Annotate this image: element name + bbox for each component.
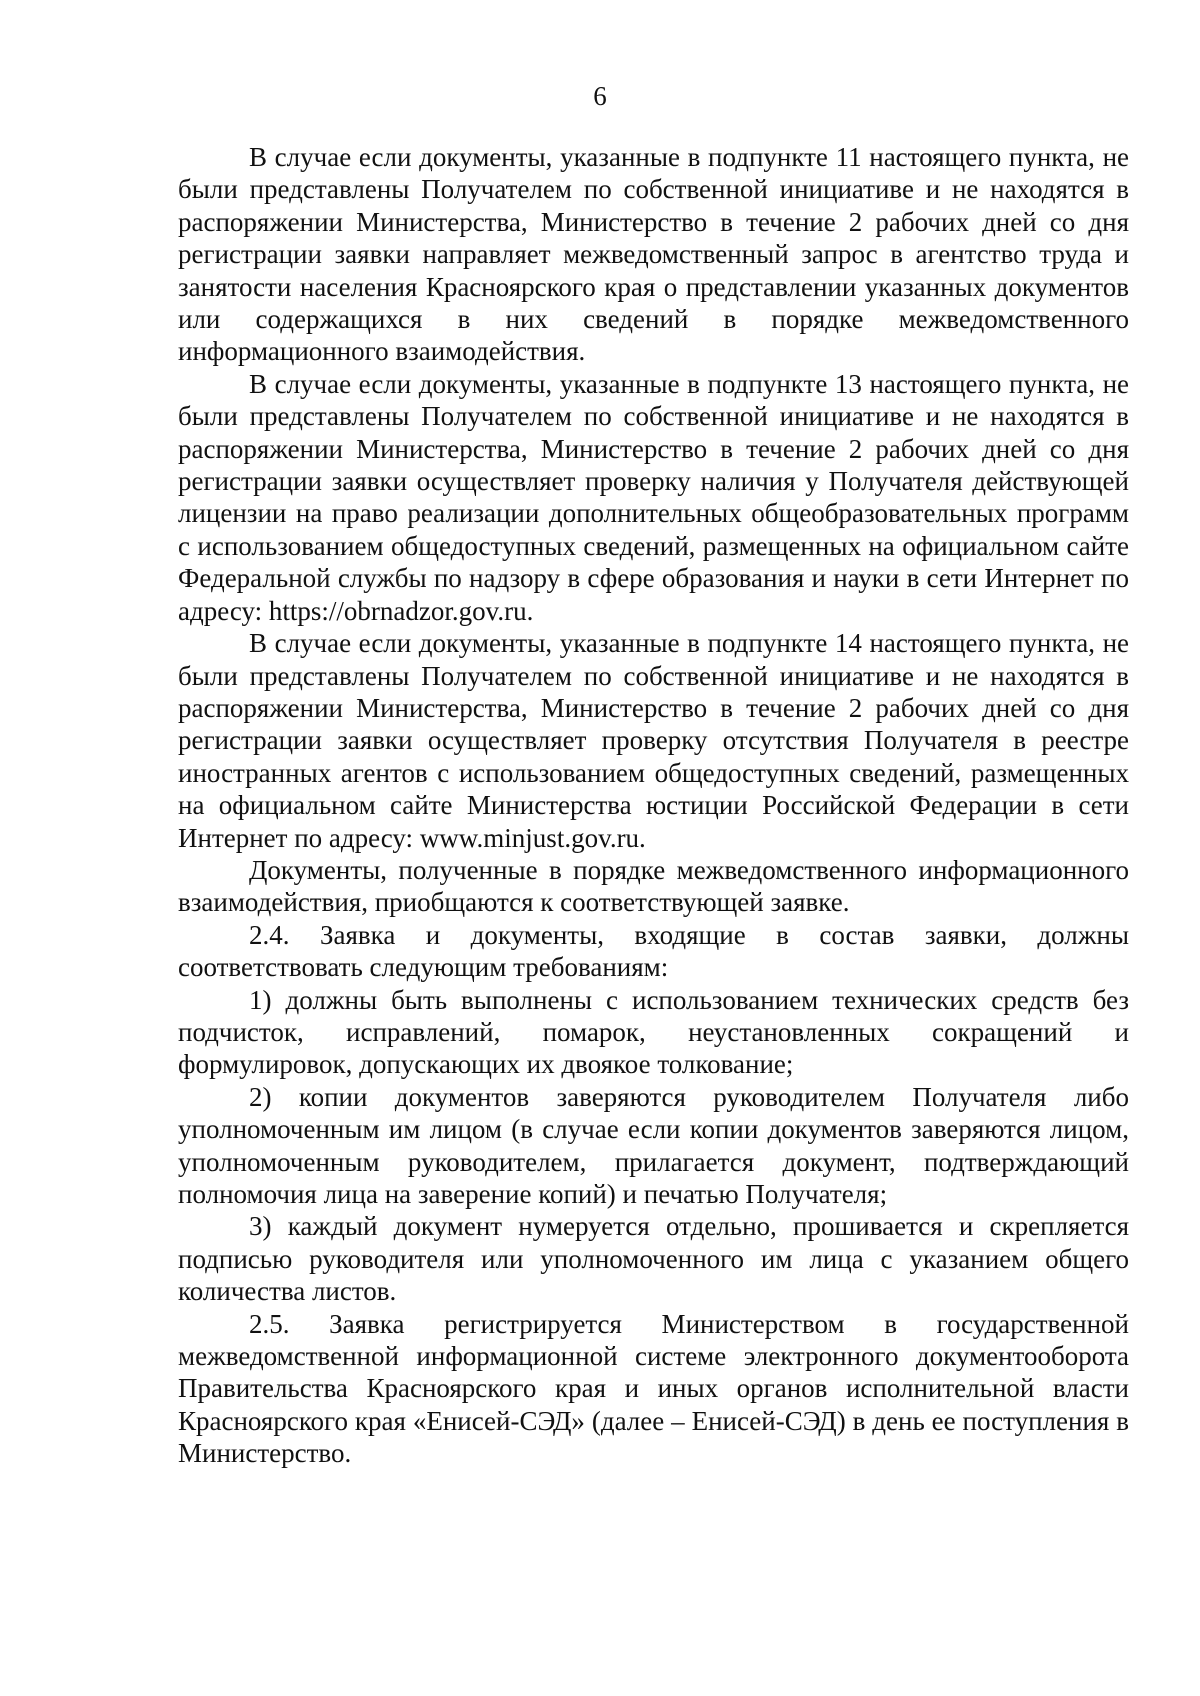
paragraph-documents-attached: Документы, полученные в порядке межведомственного информационного взаимодействия, приобщаются к соответствующей заявке. <box>178 854 1129 918</box>
paragraph-requirement-3: 3) каждый документ нумеруется отдельно, прошивается и скрепляется подписью руководителя или уполномоченного им лица с указанием общего количества листов. <box>178 1211 1129 1307</box>
document-body <box>178 141 1129 1470</box>
paragraph-request-subpoint-11: В случае если документы, указанные в подпункте 11 настоящего пункта, не были представлены Получателем по собственной инициативе и не находятся в распоряжении Министерства, Министерство в течение 2 рабочих дней со дня регистрации заявки направляет межведомственный запрос в агентство труда и занятости населения Красноярского края о представлении указанных документов или содержащихся в них сведений в порядке межведомственного информационного взаимодействия. <box>178 142 1129 367</box>
paragraph-check-foreign-agents-subpoint-14: В случае если документы, указанные в подпункте 14 настоящего пункта, не были представлены Получателем по собственной инициативе и не находятся в распоряжении Министерства, Министерство в течение 2 рабочих дней со дня регистрации заявки осуществляет проверку отсутствия Получателя в реестре иностранных агентов с использованием общедоступных сведений, размещенных на официальном сайте Министерства юстиции Российской Федерации в сети Интернет по адресу: www.minjust.gov.ru. <box>178 628 1129 853</box>
paragraph-section-2-4: 2.4. Заявка и документы, входящие в состав заявки, должны соответствовать следующим требованиям: <box>178 919 1129 983</box>
paragraph-requirement-2: 2) копии документов заверяются руководителем Получателя либо уполномоченным им лицом (в случае если копии документов заверяются лицом, уполномоченным руководителем, прилагается документ, подтверждающий полномочия лица на заверение копий) и печатью Получателя; <box>178 1081 1129 1209</box>
paragraph-section-2-5: 2.5. Заявка регистрируется Министерством в государственной межведомственной информационной системе электронного документооборота Правительства Красноярского края и иных органов исполнительной власти Красноярского края «Енисей-СЭД» (далее – Енисей-СЭД) в день ее поступления в Министерство. <box>178 1308 1129 1469</box>
page-number: 6 <box>593 81 607 111</box>
paragraph-check-license-subpoint-13: В случае если документы, указанные в подпункте 13 настоящего пункта, не были представлены Получателем по собственной инициативе и не находятся в распоряжении Министерства, Министерство в течение 2 рабочих дней со дня регистрации заявки осуществляет проверку наличия у Получателя действующей лицензии на право реализации дополнительных общеобразовательных программ с использованием общедоступных сведений, размещенных на официальном сайте Федеральной службы по надзору в сфере образования и науки в сети Интернет по адресу: https://obrnadzor.gov.ru. <box>178 368 1129 626</box>
paragraph-requirement-1: 1) должны быть выполнены с использованием технических средств без подчисток, исправлений, помарок, неустановленных сокращений и формулировок, допускающих их двоякое толкование; <box>178 984 1129 1080</box>
